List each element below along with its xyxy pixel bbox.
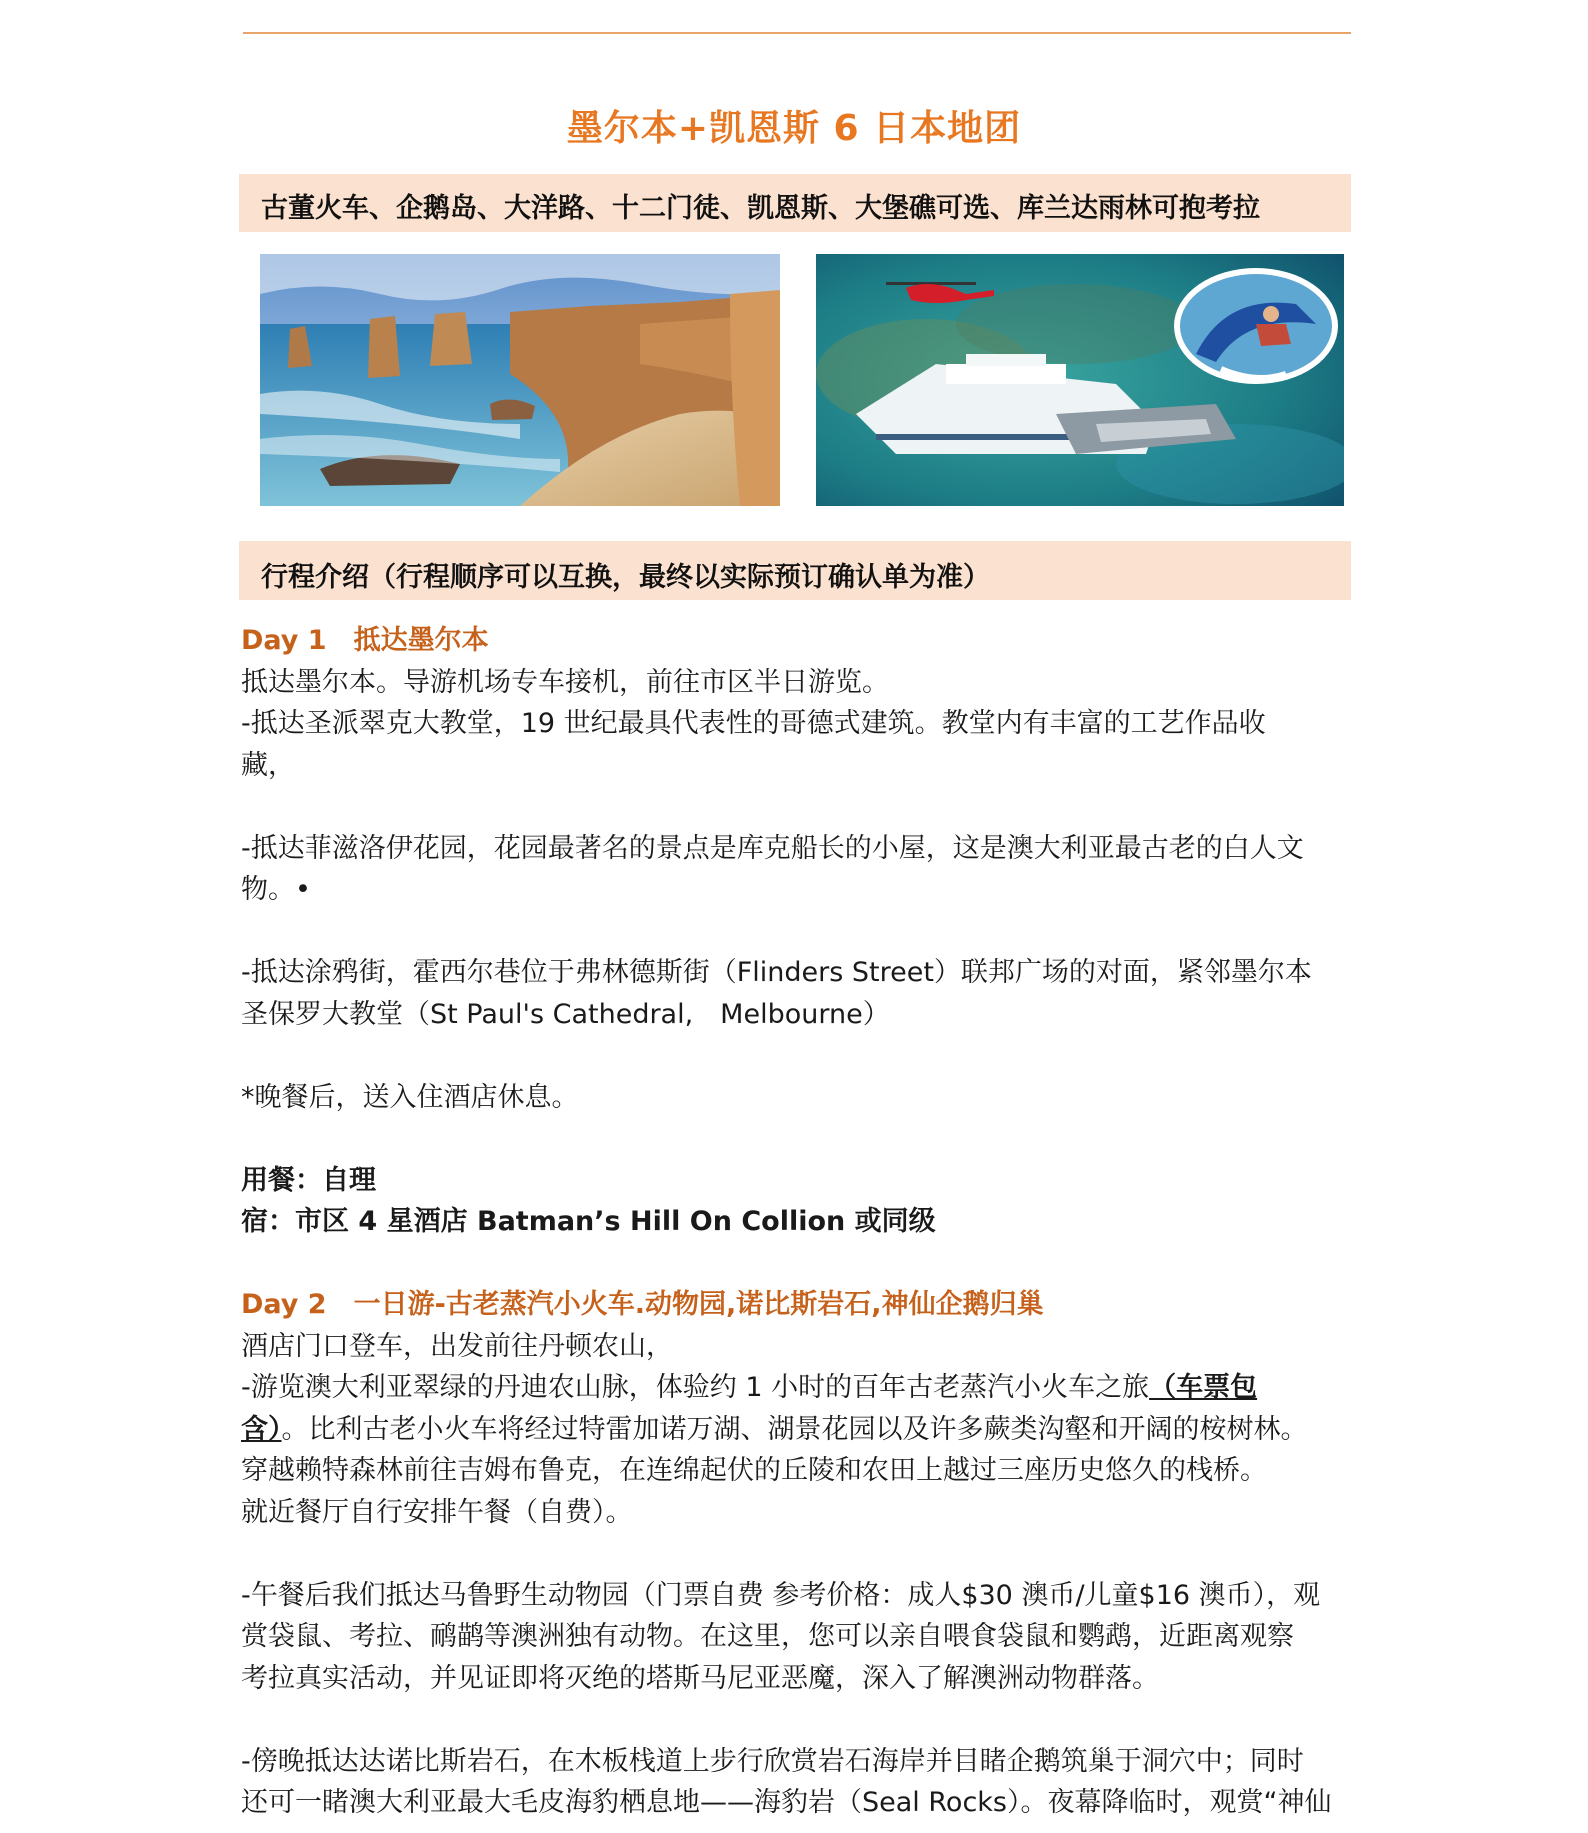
itinerary-heading-band [239, 541, 1351, 600]
highlights-band [239, 174, 1351, 232]
day2-paragraph: 还可一睹澳大利亚最大毛皮海豹栖息地——海豹岩（Seal Rocks）。夜幕降临时，观赏“神仙 [241, 1787, 1332, 1818]
page-title: 墨尔本+凯恩斯 6 日本地团 [566, 108, 1022, 149]
day2-paragraph: 考拉真实活动，并见证即将灭绝的塔斯马尼亚恶魔，深入了解澳洲动物群落。 [241, 1662, 1159, 1694]
day2-text: 。比利古老小火车将经过特雷加诺万湖、湖景花园以及许多蕨类沟壑和开阔的桉树林。 [281, 1413, 1308, 1445]
day2-paragraph: 就近餐厅自行安排午餐（自费）。 [241, 1496, 633, 1528]
day1-paragraph: *晚餐后，送入住酒店休息。 [241, 1081, 579, 1113]
spacer [241, 911, 1351, 953]
ticket-included-note: 含） [241, 1413, 282, 1445]
day2-paragraph: -傍晚抵达达诺比斯岩石，在木板栈道上步行欣赏岩石海岸并目睹企鹅筑巢于洞穴中；同时 [241, 1745, 1304, 1777]
spacer [241, 786, 1351, 828]
day2-heading: Day 2 一日游-古老蒸汽小火车.动物园,诺比斯岩石,神仙企鹅归巢 [241, 1289, 1044, 1320]
day1-paragraph: -抵达菲滋洛伊花园，花园最著名的景点是库克船长的小屋，这是澳大利亚最古老的白人文 [241, 832, 1304, 864]
day1-heading: Day 1 抵达墨尔本 [241, 625, 489, 656]
day1-paragraph: 抵达墨尔本。导游机场专车接机，前往市区半日游览。 [241, 666, 889, 698]
spacer [241, 1699, 1351, 1741]
day1-hotel: 宿：市区 4 星酒店 Batman’s Hill On Collion 或同级 [241, 1206, 936, 1237]
ticket-included-note: （车票包 [1149, 1372, 1258, 1403]
itinerary-heading: 行程介绍（行程顺序可以互换，最终以实际预订确认单为准） [261, 562, 990, 593]
reef-pontoon-helicopter-photo [816, 254, 1344, 506]
spacer [241, 1035, 1351, 1077]
day1-paragraph: -抵达圣派翠克大教堂，19 世纪最具代表性的哥德式建筑。教堂内有丰富的工艺作品收 [241, 708, 1266, 739]
spacer [241, 1118, 1351, 1160]
day2-paragraph [241, 1409, 1351, 1451]
day1-paragraph: 藏， [241, 749, 295, 781]
itinerary-content [241, 620, 1351, 1824]
header-rule [243, 32, 1351, 34]
highlights-text: 古董火车、企鹅岛、大洋路、十二门徒、凯恩斯、大堡礁可选、库兰达雨林可抱考拉 [261, 193, 1260, 224]
day1-paragraph: 圣保罗大教堂（St Paul's Cathedral, Melbourne） [241, 998, 890, 1030]
day2-paragraph: 穿越赖特森林前往吉姆布鲁克，在连绵起伏的丘陵和农田上越过三座历史悠久的栈桥。 [241, 1455, 1267, 1486]
day1-paragraph: -抵达涂鸦街，霍西尔巷位于弗林德斯街（Flinders Street）联邦广场的对面，紧邻墨尔本 [241, 957, 1312, 988]
spacer [241, 1243, 1351, 1285]
twelve-apostles-coast-photo [260, 254, 780, 506]
day2-text: -游览澳大利亚翠绿的丹迪农山脉，体验约 1 小时的百年古老蒸汽小火车之旅 [241, 1372, 1150, 1403]
day2-paragraph [241, 1367, 1351, 1409]
day2-paragraph: 赏袋鼠、考拉、鸸鹋等澳洲独有动物。在这里，您可以亲自喂食袋鼠和鹦鹉，近距离观察 [241, 1621, 1294, 1652]
day2-paragraph: -午餐后我们抵达马鲁野生动物园（门票自费 参考价格：成人$30 澳币/儿童$16 澳币），观 [241, 1579, 1321, 1611]
day1-meals: 用餐：自理 [241, 1164, 376, 1196]
spacer [241, 1533, 1351, 1575]
day2-paragraph: 酒店门口登车，出发前往丹顿农山， [241, 1330, 673, 1362]
day1-paragraph: 物。• [241, 874, 311, 905]
